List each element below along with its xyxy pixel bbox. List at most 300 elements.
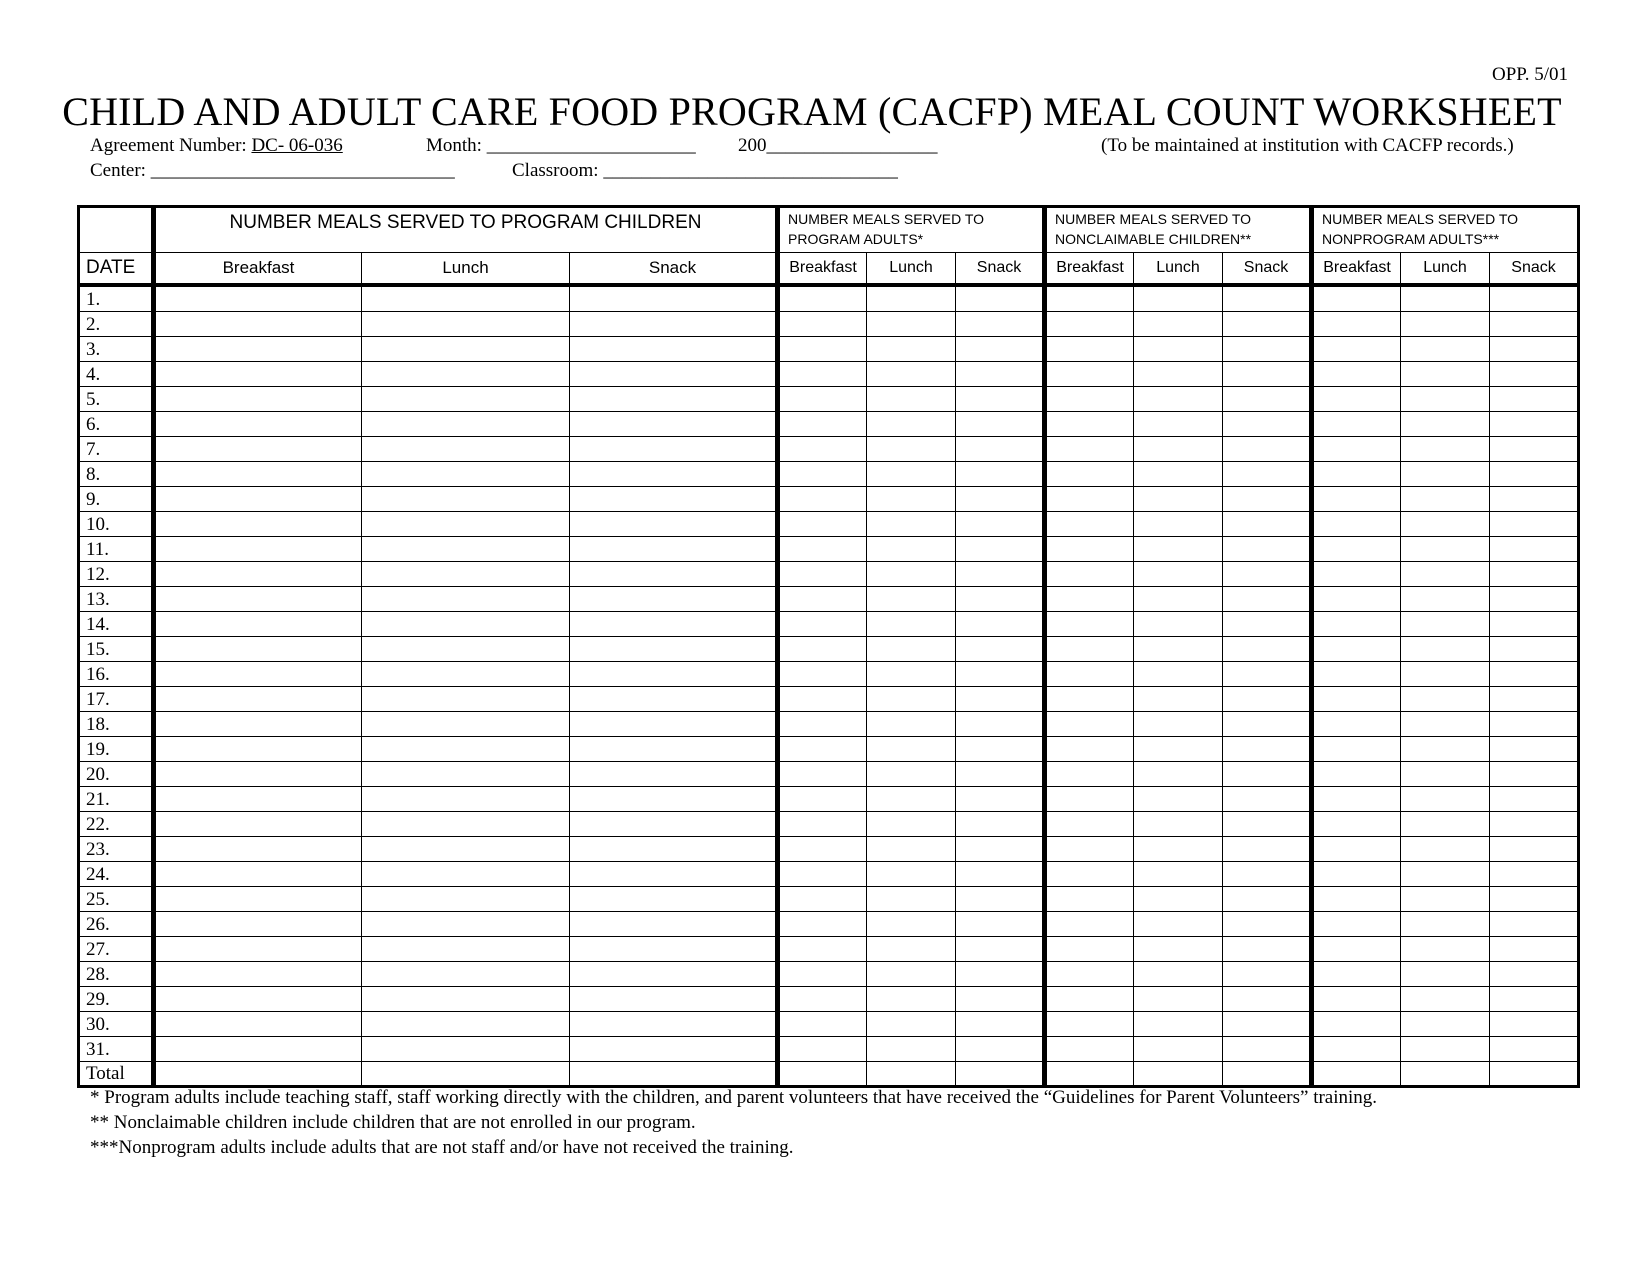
meal-count-cell[interactable] [154, 637, 362, 662]
meal-count-cell[interactable] [154, 1012, 362, 1037]
meal-count-cell[interactable] [1223, 387, 1312, 412]
meal-count-cell[interactable] [956, 712, 1045, 737]
meal-count-cell[interactable] [1401, 587, 1490, 612]
meal-count-cell[interactable] [778, 562, 867, 587]
meal-count-cell[interactable] [1401, 662, 1490, 687]
meal-count-cell[interactable] [778, 312, 867, 337]
meal-count-cell[interactable] [956, 587, 1045, 612]
meal-count-cell[interactable] [867, 887, 956, 912]
meal-count-cell[interactable] [1490, 737, 1579, 762]
meal-count-cell[interactable] [1045, 937, 1134, 962]
meal-count-cell[interactable] [362, 812, 570, 837]
meal-count-cell[interactable] [778, 362, 867, 387]
total-entry-cell[interactable] [1490, 1062, 1579, 1087]
meal-count-cell[interactable] [1490, 462, 1579, 487]
meal-count-cell[interactable] [1045, 912, 1134, 937]
meal-count-cell[interactable] [1223, 762, 1312, 787]
meal-count-cell[interactable] [1312, 1037, 1401, 1062]
meal-count-cell[interactable] [362, 687, 570, 712]
meal-count-cell[interactable] [570, 412, 778, 437]
meal-count-cell[interactable] [867, 962, 956, 987]
meal-count-cell[interactable] [1134, 987, 1223, 1012]
meal-count-cell[interactable] [362, 712, 570, 737]
meal-count-cell[interactable] [1223, 962, 1312, 987]
meal-count-cell[interactable] [778, 712, 867, 737]
total-entry-cell[interactable] [1045, 1062, 1134, 1087]
meal-count-cell[interactable] [1045, 1012, 1134, 1037]
meal-count-cell[interactable] [570, 862, 778, 887]
meal-count-cell[interactable] [867, 787, 956, 812]
meal-count-cell[interactable] [1490, 637, 1579, 662]
meal-count-cell[interactable] [867, 312, 956, 337]
meal-count-cell[interactable] [1223, 687, 1312, 712]
meal-count-cell[interactable] [1223, 987, 1312, 1012]
meal-count-cell[interactable] [1312, 712, 1401, 737]
meal-count-cell[interactable] [1401, 787, 1490, 812]
meal-count-cell[interactable] [1134, 285, 1223, 312]
meal-count-cell[interactable] [778, 862, 867, 887]
meal-count-cell[interactable] [570, 987, 778, 1012]
meal-count-cell[interactable] [154, 987, 362, 1012]
meal-count-cell[interactable] [956, 337, 1045, 362]
meal-count-cell[interactable] [1312, 387, 1401, 412]
meal-count-cell[interactable] [570, 487, 778, 512]
meal-count-cell[interactable] [154, 537, 362, 562]
meal-count-cell[interactable] [154, 837, 362, 862]
meal-count-cell[interactable] [956, 737, 1045, 762]
meal-count-cell[interactable] [1223, 612, 1312, 637]
meal-count-cell[interactable] [1134, 412, 1223, 437]
meal-count-cell[interactable] [154, 487, 362, 512]
meal-count-cell[interactable] [1045, 812, 1134, 837]
meal-count-cell[interactable] [1045, 737, 1134, 762]
meal-count-cell[interactable] [778, 662, 867, 687]
meal-count-cell[interactable] [1312, 462, 1401, 487]
meal-count-cell[interactable] [1134, 387, 1223, 412]
meal-count-cell[interactable] [1312, 362, 1401, 387]
meal-count-cell[interactable] [1134, 762, 1223, 787]
meal-count-cell[interactable] [1134, 487, 1223, 512]
meal-count-cell[interactable] [1134, 962, 1223, 987]
meal-count-cell[interactable] [778, 587, 867, 612]
meal-count-cell[interactable] [956, 285, 1045, 312]
meal-count-cell[interactable] [956, 987, 1045, 1012]
meal-count-cell[interactable] [570, 285, 778, 312]
meal-count-cell[interactable] [1401, 512, 1490, 537]
meal-count-cell[interactable] [570, 337, 778, 362]
meal-count-cell[interactable] [154, 387, 362, 412]
meal-count-cell[interactable] [1045, 762, 1134, 787]
meal-count-cell[interactable] [154, 712, 362, 737]
meal-count-cell[interactable] [956, 762, 1045, 787]
meal-count-cell[interactable] [1045, 637, 1134, 662]
meal-count-cell[interactable] [362, 737, 570, 762]
meal-count-cell[interactable] [1223, 562, 1312, 587]
meal-count-cell[interactable] [778, 737, 867, 762]
meal-count-cell[interactable] [362, 662, 570, 687]
meal-count-cell[interactable] [1490, 837, 1579, 862]
meal-count-cell[interactable] [570, 362, 778, 387]
meal-count-cell[interactable] [1134, 587, 1223, 612]
meal-count-cell[interactable] [867, 687, 956, 712]
meal-count-cell[interactable] [362, 437, 570, 462]
meal-count-cell[interactable] [1401, 837, 1490, 862]
meal-count-cell[interactable] [956, 1037, 1045, 1062]
meal-count-cell[interactable] [867, 587, 956, 612]
meal-count-cell[interactable] [1312, 285, 1401, 312]
meal-count-cell[interactable] [1045, 387, 1134, 412]
meal-count-cell[interactable] [362, 362, 570, 387]
meal-count-cell[interactable] [1490, 412, 1579, 437]
meal-count-cell[interactable] [867, 862, 956, 887]
meal-count-cell[interactable] [1223, 312, 1312, 337]
meal-count-cell[interactable] [570, 462, 778, 487]
meal-count-cell[interactable] [1401, 412, 1490, 437]
meal-count-cell[interactable] [1134, 862, 1223, 887]
center-blank[interactable]: ________________________________ [150, 160, 455, 181]
meal-count-cell[interactable] [867, 837, 956, 862]
meal-count-cell[interactable] [1134, 312, 1223, 337]
meal-count-cell[interactable] [1312, 562, 1401, 587]
meal-count-cell[interactable] [154, 912, 362, 937]
meal-count-cell[interactable] [362, 912, 570, 937]
meal-count-cell[interactable] [867, 737, 956, 762]
meal-count-cell[interactable] [1134, 662, 1223, 687]
meal-count-cell[interactable] [154, 437, 362, 462]
meal-count-cell[interactable] [362, 587, 570, 612]
meal-count-cell[interactable] [154, 512, 362, 537]
meal-count-cell[interactable] [956, 887, 1045, 912]
meal-count-cell[interactable] [1401, 712, 1490, 737]
meal-count-cell[interactable] [778, 412, 867, 437]
total-entry-cell[interactable] [1223, 1062, 1312, 1087]
meal-count-cell[interactable] [570, 937, 778, 962]
total-entry-cell[interactable] [570, 1062, 778, 1087]
meal-count-cell[interactable] [154, 662, 362, 687]
meal-count-cell[interactable] [1401, 387, 1490, 412]
meal-count-cell[interactable] [1401, 562, 1490, 587]
meal-count-cell[interactable] [362, 512, 570, 537]
meal-count-cell[interactable] [362, 537, 570, 562]
meal-count-cell[interactable] [1045, 862, 1134, 887]
meal-count-cell[interactable] [778, 285, 867, 312]
meal-count-cell[interactable] [956, 837, 1045, 862]
meal-count-cell[interactable] [570, 637, 778, 662]
meal-count-cell[interactable] [362, 987, 570, 1012]
meal-count-cell[interactable] [1045, 362, 1134, 387]
meal-count-cell[interactable] [1401, 862, 1490, 887]
meal-count-cell[interactable] [362, 387, 570, 412]
meal-count-cell[interactable] [362, 312, 570, 337]
meal-count-cell[interactable] [1401, 612, 1490, 637]
meal-count-cell[interactable] [154, 412, 362, 437]
meal-count-cell[interactable] [570, 912, 778, 937]
meal-count-cell[interactable] [867, 285, 956, 312]
meal-count-cell[interactable] [570, 812, 778, 837]
meal-count-cell[interactable] [1134, 612, 1223, 637]
meal-count-cell[interactable] [867, 412, 956, 437]
month-blank[interactable]: ______________________ [486, 135, 696, 156]
meal-count-cell[interactable] [1490, 312, 1579, 337]
meal-count-cell[interactable] [1134, 712, 1223, 737]
meal-count-cell[interactable] [778, 462, 867, 487]
meal-count-cell[interactable] [956, 862, 1045, 887]
meal-count-cell[interactable] [1223, 412, 1312, 437]
meal-count-cell[interactable] [867, 1037, 956, 1062]
meal-count-cell[interactable] [1134, 437, 1223, 462]
meal-count-cell[interactable] [867, 812, 956, 837]
meal-count-cell[interactable] [867, 337, 956, 362]
meal-count-cell[interactable] [956, 687, 1045, 712]
meal-count-cell[interactable] [570, 437, 778, 462]
meal-count-cell[interactable] [362, 837, 570, 862]
meal-count-cell[interactable] [956, 962, 1045, 987]
meal-count-cell[interactable] [1312, 662, 1401, 687]
meal-count-cell[interactable] [1134, 937, 1223, 962]
meal-count-cell[interactable] [1223, 537, 1312, 562]
meal-count-cell[interactable] [1401, 1037, 1490, 1062]
total-entry-cell[interactable] [1401, 1062, 1490, 1087]
meal-count-cell[interactable] [956, 812, 1045, 837]
meal-count-cell[interactable] [570, 762, 778, 787]
total-entry-cell[interactable] [778, 1062, 867, 1087]
meal-count-cell[interactable] [570, 587, 778, 612]
meal-count-cell[interactable] [1401, 887, 1490, 912]
meal-count-cell[interactable] [1312, 837, 1401, 862]
meal-count-cell[interactable] [362, 762, 570, 787]
meal-count-cell[interactable] [778, 387, 867, 412]
meal-count-cell[interactable] [362, 937, 570, 962]
meal-count-cell[interactable] [778, 987, 867, 1012]
meal-count-cell[interactable] [867, 612, 956, 637]
year-blank[interactable]: __________________ [766, 135, 938, 156]
meal-count-cell[interactable] [154, 337, 362, 362]
meal-count-cell[interactable] [570, 312, 778, 337]
meal-count-cell[interactable] [1045, 987, 1134, 1012]
meal-count-cell[interactable] [1134, 1012, 1223, 1037]
meal-count-cell[interactable] [362, 285, 570, 312]
meal-count-cell[interactable] [154, 1037, 362, 1062]
meal-count-cell[interactable] [154, 687, 362, 712]
meal-count-cell[interactable] [570, 387, 778, 412]
meal-count-cell[interactable] [867, 1012, 956, 1037]
meal-count-cell[interactable] [570, 1012, 778, 1037]
meal-count-cell[interactable] [1401, 987, 1490, 1012]
meal-count-cell[interactable] [1490, 812, 1579, 837]
meal-count-cell[interactable] [778, 687, 867, 712]
meal-count-cell[interactable] [1490, 512, 1579, 537]
meal-count-cell[interactable] [956, 462, 1045, 487]
meal-count-cell[interactable] [778, 787, 867, 812]
meal-count-cell[interactable] [1490, 887, 1579, 912]
meal-count-cell[interactable] [956, 512, 1045, 537]
meal-count-cell[interactable] [1134, 812, 1223, 837]
meal-count-cell[interactable] [1490, 562, 1579, 587]
meal-count-cell[interactable] [570, 562, 778, 587]
meal-count-cell[interactable] [570, 662, 778, 687]
meal-count-cell[interactable] [1490, 337, 1579, 362]
meal-count-cell[interactable] [1045, 887, 1134, 912]
meal-count-cell[interactable] [154, 612, 362, 637]
meal-count-cell[interactable] [1490, 612, 1579, 637]
meal-count-cell[interactable] [1490, 937, 1579, 962]
meal-count-cell[interactable] [1401, 637, 1490, 662]
meal-count-cell[interactable] [956, 637, 1045, 662]
meal-count-cell[interactable] [362, 637, 570, 662]
meal-count-cell[interactable] [1312, 412, 1401, 437]
meal-count-cell[interactable] [1312, 812, 1401, 837]
total-entry-cell[interactable] [1134, 1062, 1223, 1087]
meal-count-cell[interactable] [956, 537, 1045, 562]
meal-count-cell[interactable] [154, 312, 362, 337]
meal-count-cell[interactable] [570, 537, 778, 562]
meal-count-cell[interactable] [1490, 1037, 1579, 1062]
meal-count-cell[interactable] [867, 462, 956, 487]
meal-count-cell[interactable] [154, 462, 362, 487]
meal-count-cell[interactable] [570, 887, 778, 912]
meal-count-cell[interactable] [778, 1012, 867, 1037]
meal-count-cell[interactable] [1490, 537, 1579, 562]
meal-count-cell[interactable] [1401, 285, 1490, 312]
meal-count-cell[interactable] [154, 737, 362, 762]
meal-count-cell[interactable] [1223, 812, 1312, 837]
meal-count-cell[interactable] [1045, 787, 1134, 812]
meal-count-cell[interactable] [1223, 462, 1312, 487]
meal-count-cell[interactable] [362, 887, 570, 912]
meal-count-cell[interactable] [1401, 337, 1490, 362]
meal-count-cell[interactable] [1223, 437, 1312, 462]
meal-count-cell[interactable] [867, 712, 956, 737]
meal-count-cell[interactable] [570, 962, 778, 987]
meal-count-cell[interactable] [1312, 612, 1401, 637]
meal-count-cell[interactable] [1134, 462, 1223, 487]
meal-count-cell[interactable] [867, 437, 956, 462]
meal-count-cell[interactable] [1490, 1012, 1579, 1037]
meal-count-cell[interactable] [1223, 787, 1312, 812]
meal-count-cell[interactable] [867, 562, 956, 587]
meal-count-cell[interactable] [1223, 1012, 1312, 1037]
meal-count-cell[interactable] [956, 387, 1045, 412]
meal-count-cell[interactable] [154, 862, 362, 887]
total-entry-cell[interactable] [362, 1062, 570, 1087]
meal-count-cell[interactable] [1223, 512, 1312, 537]
meal-count-cell[interactable] [1134, 887, 1223, 912]
meal-count-cell[interactable] [1223, 362, 1312, 387]
meal-count-cell[interactable] [956, 787, 1045, 812]
meal-count-cell[interactable] [778, 337, 867, 362]
meal-count-cell[interactable] [1490, 762, 1579, 787]
meal-count-cell[interactable] [1223, 862, 1312, 887]
meal-count-cell[interactable] [778, 512, 867, 537]
meal-count-cell[interactable] [1134, 687, 1223, 712]
meal-count-cell[interactable] [778, 537, 867, 562]
meal-count-cell[interactable] [362, 462, 570, 487]
meal-count-cell[interactable] [1134, 362, 1223, 387]
meal-count-cell[interactable] [1312, 862, 1401, 887]
meal-count-cell[interactable] [1401, 312, 1490, 337]
meal-count-cell[interactable] [867, 937, 956, 962]
meal-count-cell[interactable] [570, 1037, 778, 1062]
meal-count-cell[interactable] [1401, 962, 1490, 987]
meal-count-cell[interactable] [1045, 337, 1134, 362]
meal-count-cell[interactable] [1401, 437, 1490, 462]
meal-count-cell[interactable] [1134, 837, 1223, 862]
meal-count-cell[interactable] [362, 962, 570, 987]
meal-count-cell[interactable] [1223, 637, 1312, 662]
meal-count-cell[interactable] [154, 285, 362, 312]
meal-count-cell[interactable] [362, 562, 570, 587]
meal-count-cell[interactable] [1312, 787, 1401, 812]
meal-count-cell[interactable] [778, 612, 867, 637]
meal-count-cell[interactable] [1490, 912, 1579, 937]
meal-count-cell[interactable] [1312, 762, 1401, 787]
meal-count-cell[interactable] [956, 612, 1045, 637]
meal-count-cell[interactable] [1401, 362, 1490, 387]
meal-count-cell[interactable] [1490, 437, 1579, 462]
meal-count-cell[interactable] [1401, 487, 1490, 512]
meal-count-cell[interactable] [778, 837, 867, 862]
meal-count-cell[interactable] [1312, 937, 1401, 962]
meal-count-cell[interactable] [956, 487, 1045, 512]
meal-count-cell[interactable] [1223, 837, 1312, 862]
meal-count-cell[interactable] [1312, 687, 1401, 712]
meal-count-cell[interactable] [1045, 1037, 1134, 1062]
meal-count-cell[interactable] [1401, 462, 1490, 487]
meal-count-cell[interactable] [867, 912, 956, 937]
meal-count-cell[interactable] [1312, 912, 1401, 937]
total-entry-cell[interactable] [154, 1062, 362, 1087]
total-entry-cell[interactable] [956, 1062, 1045, 1087]
total-entry-cell[interactable] [1312, 1062, 1401, 1087]
meal-count-cell[interactable] [867, 662, 956, 687]
meal-count-cell[interactable] [778, 637, 867, 662]
meal-count-cell[interactable] [1223, 937, 1312, 962]
meal-count-cell[interactable] [154, 887, 362, 912]
meal-count-cell[interactable] [1045, 285, 1134, 312]
meal-count-cell[interactable] [1490, 387, 1579, 412]
meal-count-cell[interactable] [778, 762, 867, 787]
meal-count-cell[interactable] [570, 612, 778, 637]
meal-count-cell[interactable] [1045, 712, 1134, 737]
meal-count-cell[interactable] [778, 1037, 867, 1062]
meal-count-cell[interactable] [1490, 285, 1579, 312]
meal-count-cell[interactable] [362, 337, 570, 362]
meal-count-cell[interactable] [956, 437, 1045, 462]
meal-count-cell[interactable] [154, 812, 362, 837]
meal-count-cell[interactable] [1312, 987, 1401, 1012]
meal-count-cell[interactable] [1134, 737, 1223, 762]
meal-count-cell[interactable] [956, 937, 1045, 962]
meal-count-cell[interactable] [1490, 862, 1579, 887]
meal-count-cell[interactable] [1401, 1012, 1490, 1037]
meal-count-cell[interactable] [956, 912, 1045, 937]
meal-count-cell[interactable] [956, 662, 1045, 687]
meal-count-cell[interactable] [1312, 587, 1401, 612]
meal-count-cell[interactable] [362, 787, 570, 812]
meal-count-cell[interactable] [1401, 737, 1490, 762]
meal-count-cell[interactable] [778, 487, 867, 512]
meal-count-cell[interactable] [956, 562, 1045, 587]
meal-count-cell[interactable] [1312, 487, 1401, 512]
meal-count-cell[interactable] [1490, 962, 1579, 987]
meal-count-cell[interactable] [570, 737, 778, 762]
meal-count-cell[interactable] [1312, 337, 1401, 362]
meal-count-cell[interactable] [1223, 587, 1312, 612]
meal-count-cell[interactable] [1312, 437, 1401, 462]
agreement-number-value[interactable]: DC- 06-036 [251, 135, 343, 156]
meal-count-cell[interactable] [1312, 737, 1401, 762]
meal-count-cell[interactable] [778, 437, 867, 462]
